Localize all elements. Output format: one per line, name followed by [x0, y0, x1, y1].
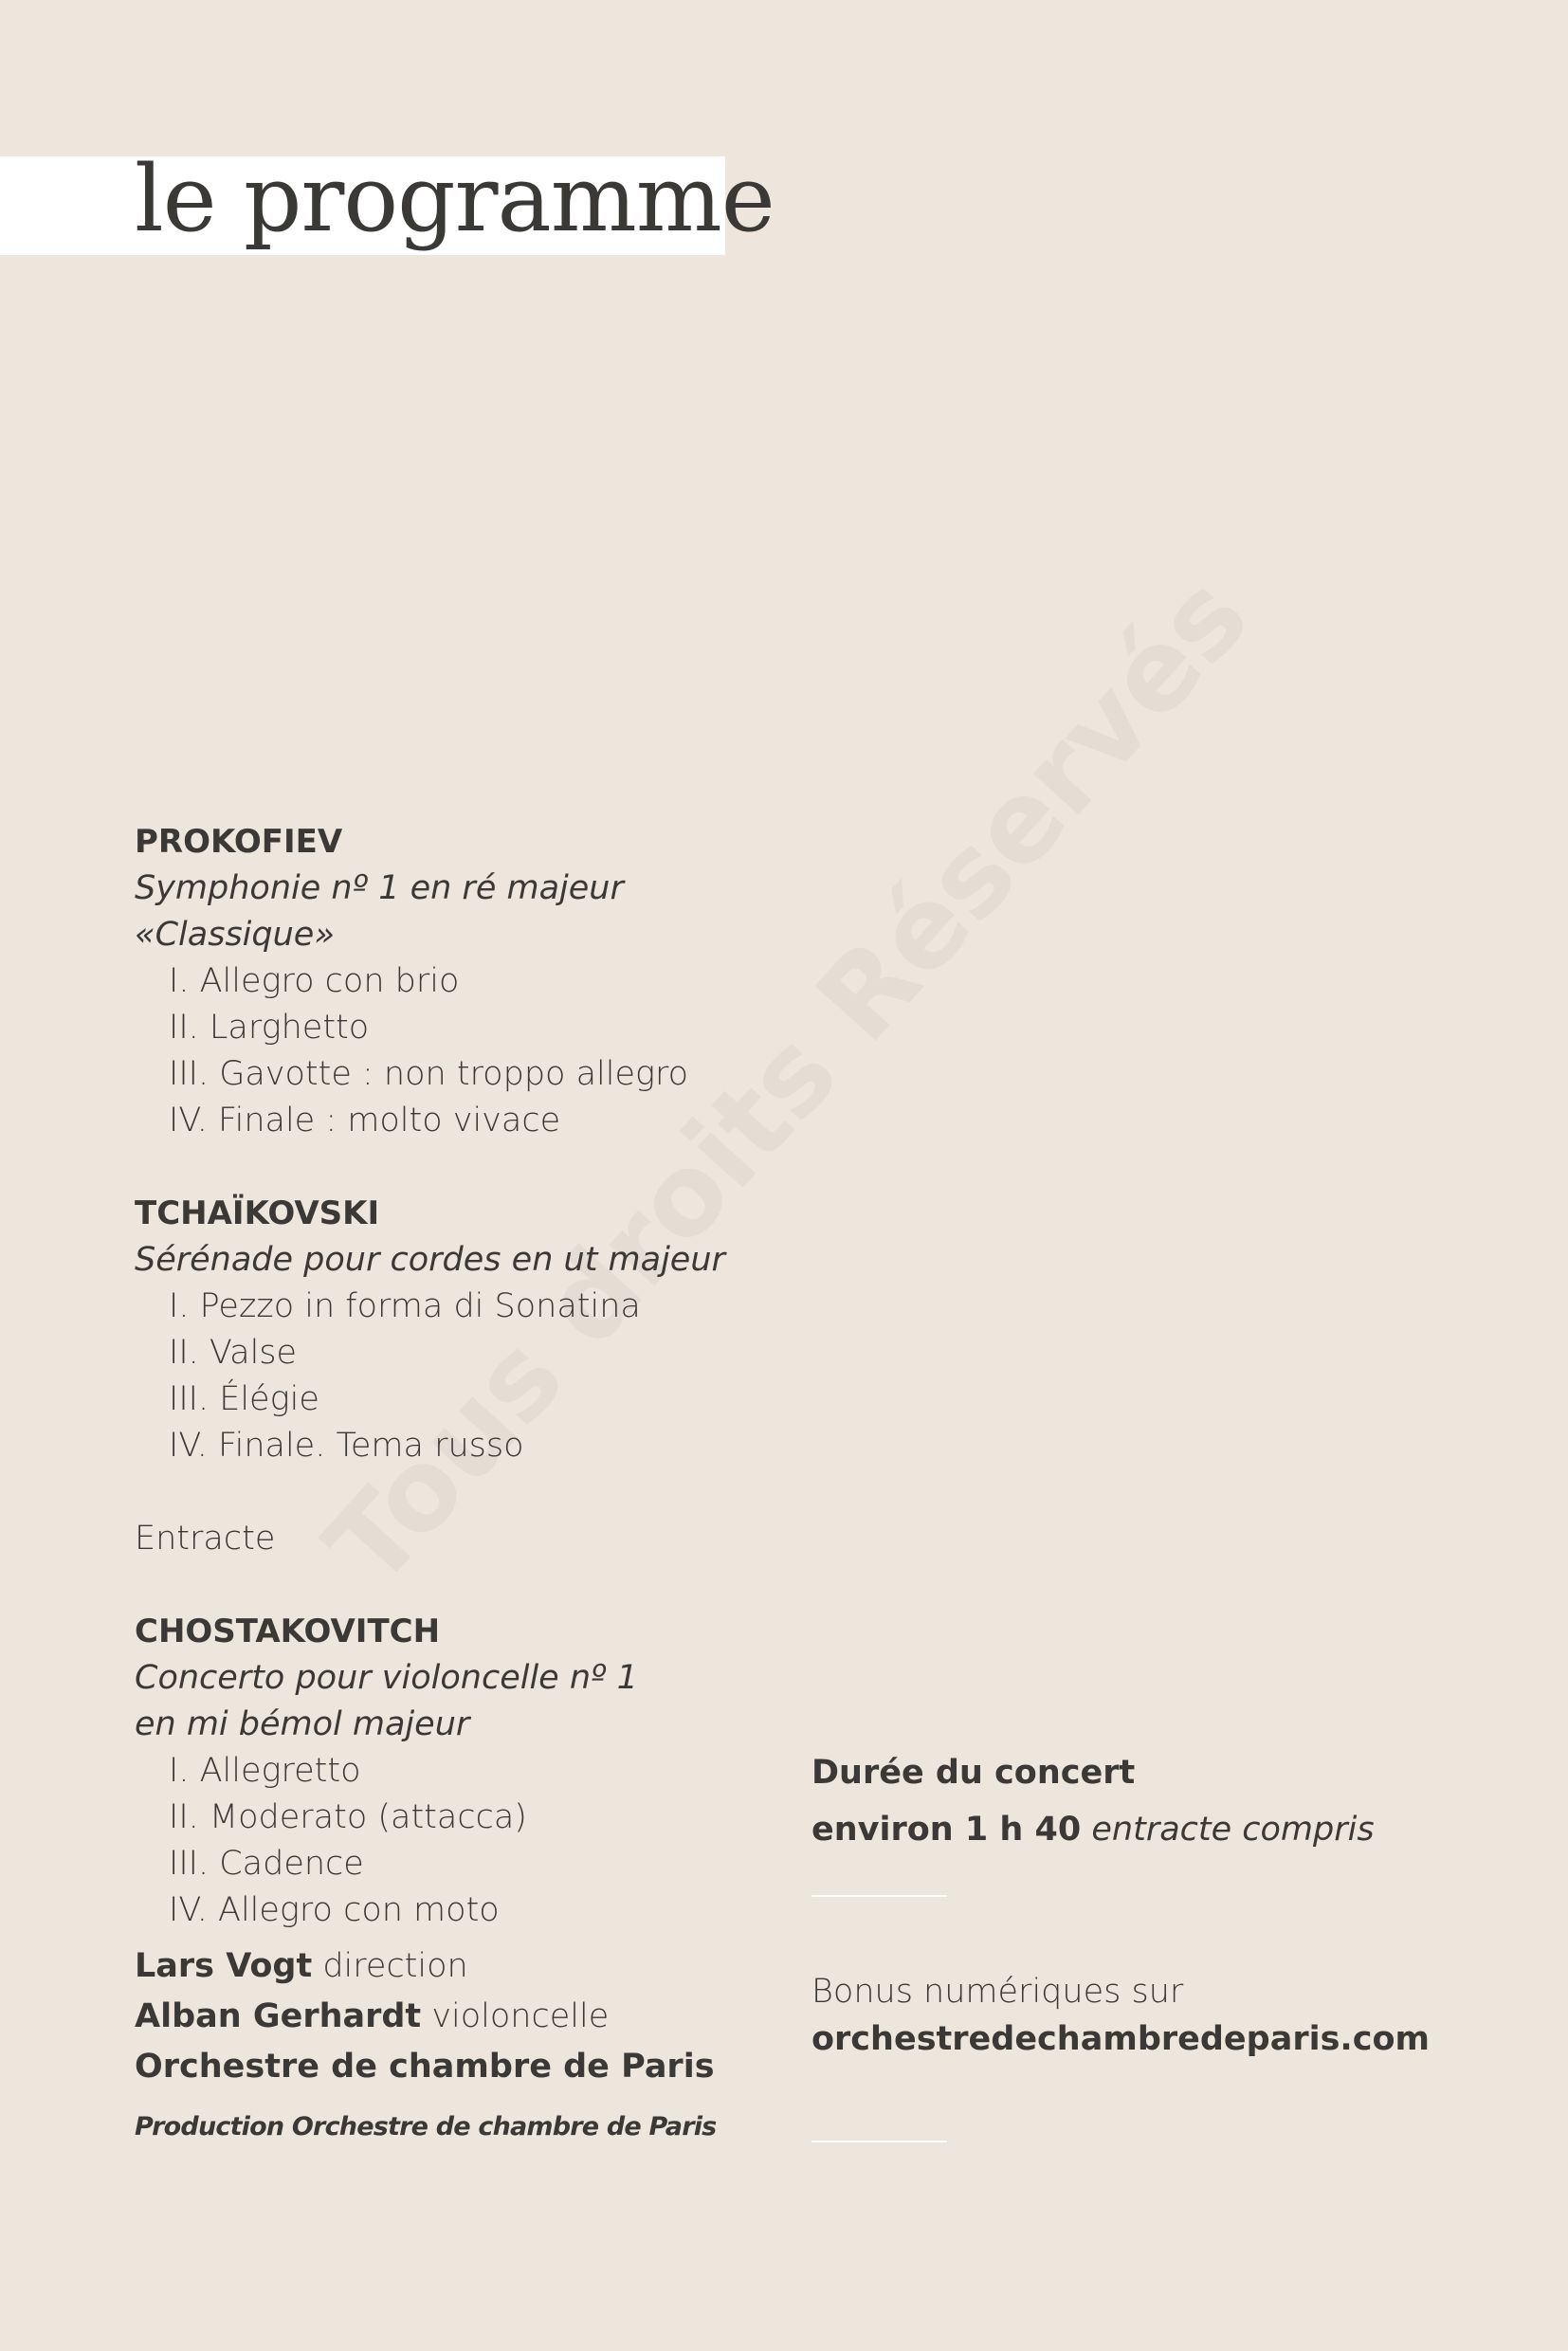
- duration-value: environ 1 h 40: [811, 1811, 1082, 1849]
- movement: III. Élégie: [169, 1380, 319, 1418]
- work-title: Sérénade pour cordes en ut majeur: [135, 1241, 725, 1279]
- concert-duration: [811, 1744, 1532, 1858]
- divider: [811, 2141, 947, 2142]
- work-title: Symphonie nº 1 en ré majeur «Classique»: [135, 869, 624, 954]
- performer-name: Lars Vogt: [135, 1947, 313, 1985]
- movement: II. Valse: [169, 1334, 298, 1372]
- composer-tchaikovski: TCHAÏKOVSKI: [135, 1194, 380, 1232]
- performer-soloist: [135, 1992, 817, 2042]
- performers-list: [135, 1941, 817, 2092]
- composer-chostakovitch: CHOSTAKOVITCH: [135, 1613, 441, 1650]
- duration-note: entracte compris: [1091, 1811, 1375, 1849]
- performer-role: direction: [322, 1947, 468, 1985]
- performer-conductor: [135, 1941, 817, 1992]
- movement: III. Cadence: [169, 1845, 364, 1883]
- duration-line: [811, 1801, 1532, 1858]
- performer-role: violoncelle: [431, 1997, 610, 2035]
- spacer: [135, 1144, 817, 1191]
- work-title-continued: en mi bémol majeur: [135, 1705, 470, 1743]
- program-list: [135, 819, 817, 1934]
- composer-prokofiev: PROKOFIEV: [135, 823, 343, 861]
- spacer: [135, 1562, 817, 1609]
- page-title: le programme: [135, 146, 775, 252]
- bonus-link[interactable]: orchestredechambredeparis.com: [811, 2020, 1430, 2058]
- movement: II. Larghetto: [169, 1009, 370, 1047]
- entracte-label: Entracte: [135, 1520, 276, 1558]
- bonus-label: Bonus numériques sur: [811, 1973, 1184, 2011]
- movement: II. Moderato (attacca): [169, 1798, 527, 1836]
- movement: IV. Finale. Tema russo: [169, 1427, 524, 1465]
- digital-bonus: [811, 1968, 1532, 2063]
- production-credit: Production Orchestre de chambre de Paris: [135, 2112, 717, 2141]
- performer-name: Orchestre de chambre de Paris: [135, 2048, 715, 2086]
- movement: IV. Finale : molto vivace: [169, 1102, 561, 1139]
- spacer: [135, 1469, 817, 1516]
- duration-label: Durée du concert: [811, 1754, 1136, 1792]
- movement: I. Pezzo in forma di Sonatina: [169, 1287, 641, 1325]
- movement: III. Gavotte : non troppo allegro: [169, 1055, 689, 1093]
- work-title: Concerto pour violoncelle nº 1: [135, 1659, 638, 1697]
- movement: I. Allegro con brio: [169, 962, 460, 1000]
- performer-orchestra: [135, 2042, 817, 2092]
- movement: I. Allegretto: [169, 1752, 361, 1790]
- performer-name: Alban Gerhardt: [135, 1997, 422, 2035]
- movement: IV. Allegro con moto: [169, 1891, 500, 1929]
- divider: [811, 1895, 947, 1897]
